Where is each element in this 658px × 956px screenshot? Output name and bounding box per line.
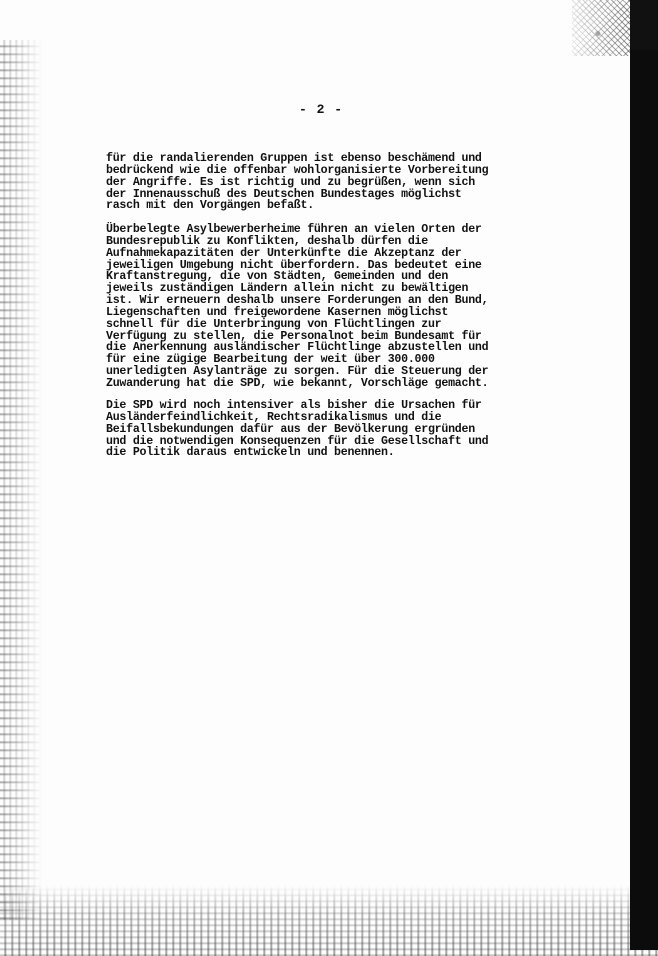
text-line: jeweiligen Umgebung nicht überfordern. Das bedeutet eine — [106, 258, 482, 272]
text-line: unerledigten Asylanträge zu sorgen. Für die Steuerung der — [106, 365, 489, 379]
text-line: und die notwendigen Konsequenzen für die Gesellschaft und — [106, 434, 489, 448]
text-line: jeweils zuständigen Ländern allein nicht zu bewältigen — [106, 282, 469, 296]
paragraph-1 — [106, 153, 536, 212]
page-number: - 2 - — [298, 102, 343, 117]
paragraph-3 — [106, 400, 536, 459]
text-line: Aufnahmekapazitäten der Unterkünfte die Akzeptanz der — [106, 246, 462, 260]
text-line: Zuwanderung hat die SPD, wie bekannt, Vorschläge gemacht. — [106, 376, 489, 390]
text-line: der Innenausschuß des Deutschen Bundestages möglichst — [106, 187, 462, 201]
paragraph-2 — [106, 224, 536, 390]
text-line: Liegenschaften und freigewordene Kasernen möglichst — [106, 305, 449, 319]
text-line: Die SPD wird noch intensiver als bisher die Ursachen für — [106, 399, 482, 412]
scan-noise-bottom-edge — [0, 885, 658, 956]
scan-dark-right-edge — [630, 50, 658, 950]
text-line: Ausländerfeindlichkeit, Rechtsradikalismus und die — [106, 410, 442, 424]
text-line: Beifallsbekundungen dafür aus der Bevölkerung ergründen — [106, 422, 475, 436]
text-line: der Angriffe. Es ist richtig und zu begrüßen, wenn sich — [106, 175, 475, 189]
text-line: ist. Wir erneuern deshalb unsere Forderungen an den Bund, — [106, 294, 489, 308]
text-line: Überbelegte Asylbewerberheime führen an vielen Orten der — [106, 223, 482, 236]
text-line: für eine zügige Bearbeitung der weit über 300.000 — [106, 353, 435, 367]
scan-noise-left-edge — [0, 40, 42, 920]
text-line: schnell für die Unterbringung von Flüchtlingen zur — [106, 317, 442, 331]
text-line: die Politik daraus entwickeln und benennen. — [106, 446, 395, 460]
text-line: für die randalierenden Gruppen ist ebenso beschämend und — [106, 152, 482, 165]
text-line: Kraftanstregung, die von Städten, Gemeinden und den — [106, 270, 449, 284]
text-line: rasch mit den Vorgängen befaßt. — [106, 199, 314, 213]
text-line: die Anerkennung ausländischer Flüchtlinge abzustellen und — [106, 341, 489, 355]
text-line: Verfügung zu stellen, die Personalnot beim Bundesamt für — [106, 329, 482, 343]
text-line: Bundesrepublik zu Konflikten, deshalb dürfen die — [106, 234, 428, 248]
text-line: bedrückend wie die offenbar wohlorganisierte Vorbereitung — [106, 163, 489, 177]
